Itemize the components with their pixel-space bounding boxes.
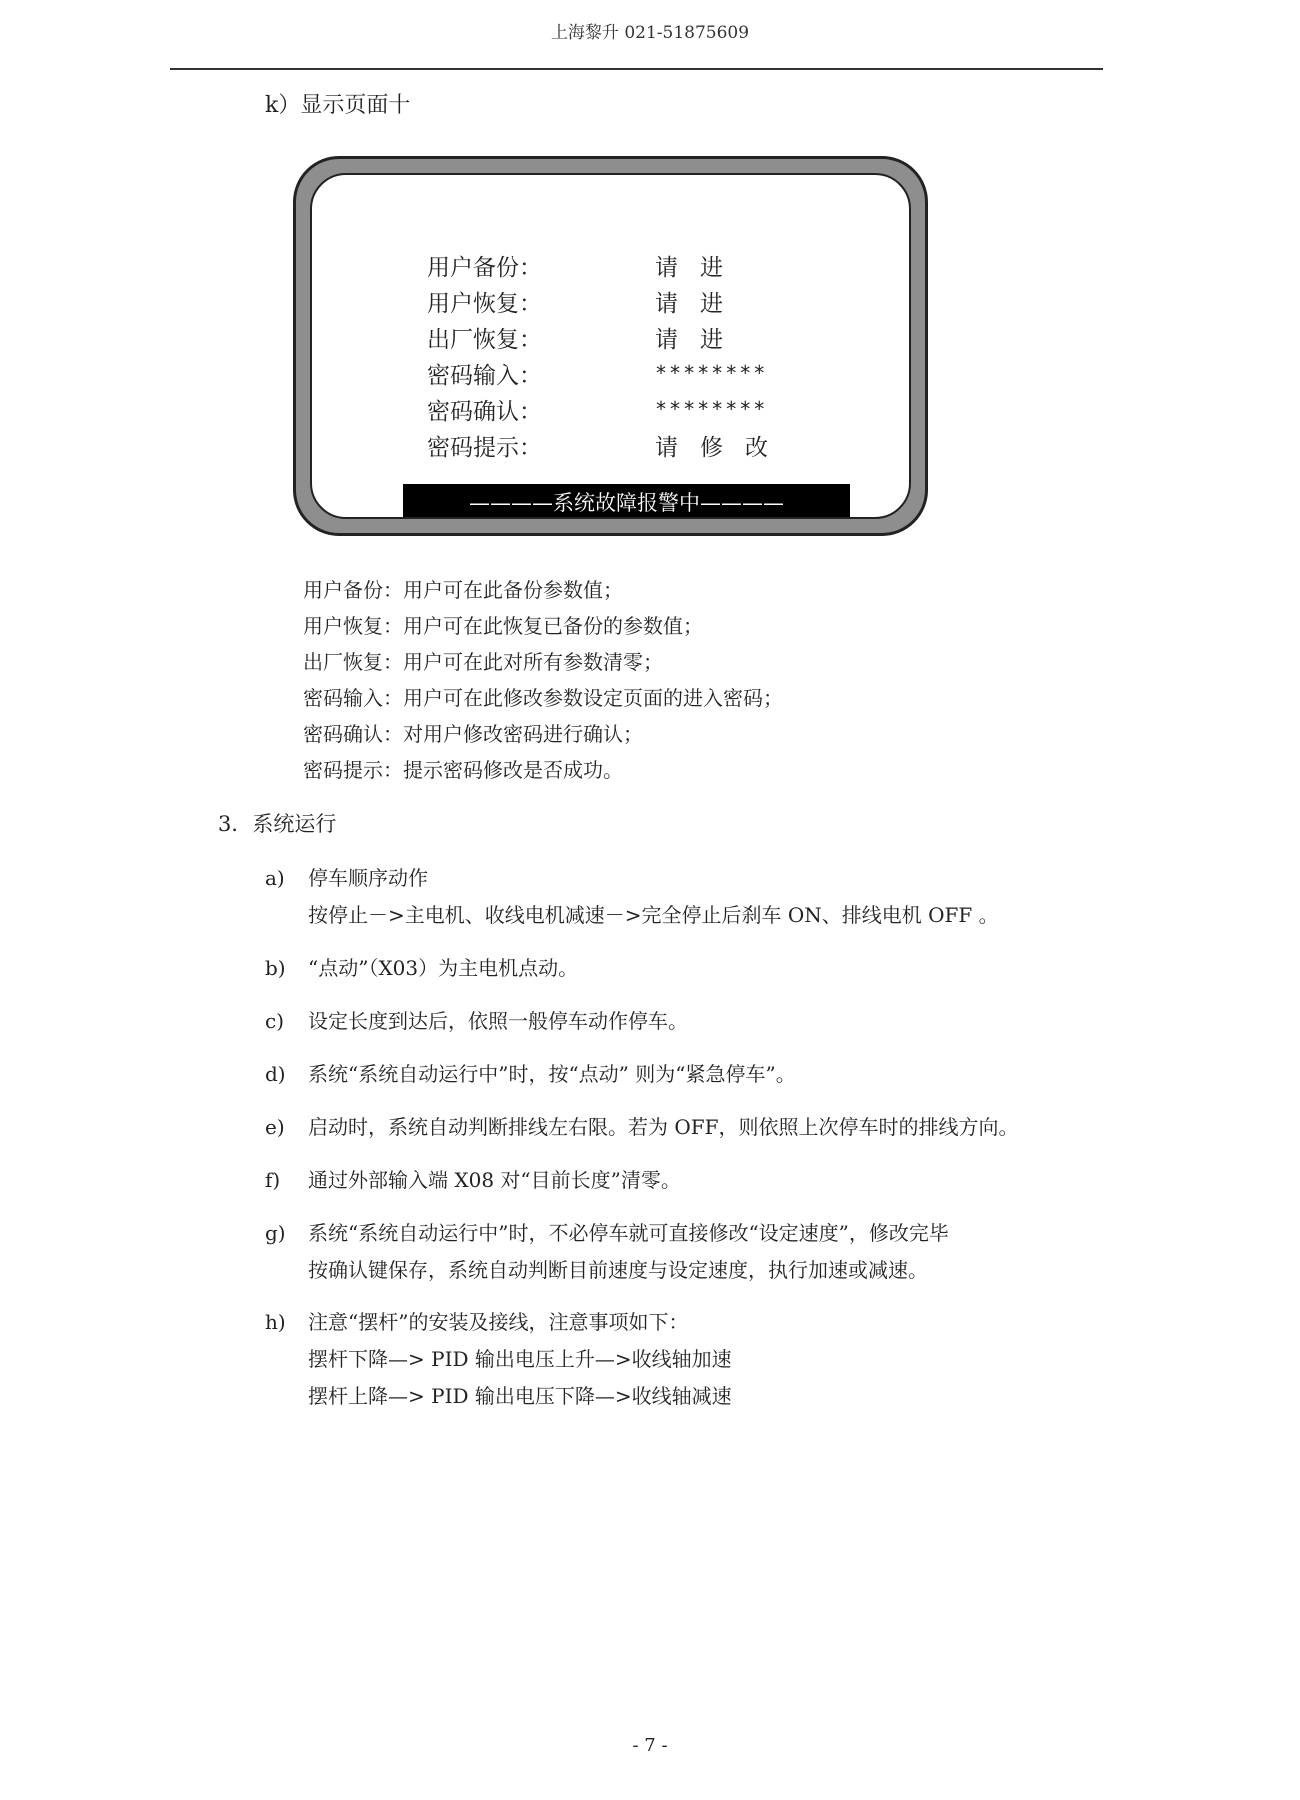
item-marker: f) bbox=[265, 1168, 281, 1192]
list-item-c bbox=[265, 1005, 688, 1034]
lcd-value: 请进 bbox=[655, 326, 745, 353]
lcd-label: 用户恢复： bbox=[427, 290, 542, 317]
item-text: 启动时，系统自动判断排线左右限。若为 OFF，则依照上次停车时的排线方向。 bbox=[308, 1115, 1019, 1139]
list-item-a bbox=[265, 862, 999, 928]
list-item-d bbox=[265, 1058, 796, 1087]
list-item-e bbox=[265, 1111, 1019, 1140]
item-marker: a) bbox=[265, 866, 285, 890]
list-item-h bbox=[265, 1306, 732, 1409]
lcd-screen bbox=[310, 173, 911, 519]
item-text: 系统“系统自动运行中”时，按“点动” 则为“紧急停车”。 bbox=[308, 1062, 796, 1086]
item-continuation: 摆杆上降—> PID 输出电压下降—>收线轴减速 bbox=[308, 1384, 732, 1408]
item-marker: d) bbox=[265, 1062, 286, 1086]
lcd-value: 请进 bbox=[655, 254, 745, 281]
lcd-label: 密码输入： bbox=[427, 362, 542, 389]
lcd-menu bbox=[427, 247, 827, 463]
lcd-value: 请进 bbox=[655, 290, 745, 317]
item-text: 注意“摆杆”的安装及接线，注意事项如下： bbox=[308, 1310, 689, 1334]
desc-line: 密码提示：提示密码修改是否成功。 bbox=[303, 758, 623, 782]
item-text: “点动”（X03）为主电机点动。 bbox=[308, 956, 579, 980]
item-text: 系统“系统自动运行中”时，不必停车就可直接修改“设定速度”，修改完毕 bbox=[308, 1221, 949, 1245]
lcd-label: 出厂恢复： bbox=[427, 326, 542, 353]
item-text: 通过外部输入端 X08 对“目前长度”清零。 bbox=[308, 1168, 681, 1192]
item-continuation: 按确认键保存，系统自动判断目前速度与设定速度，执行加速或减速。 bbox=[308, 1258, 928, 1282]
lcd-alarm-banner: ————系统故障报警中———— bbox=[403, 484, 850, 519]
lcd-row-password-hint bbox=[427, 427, 827, 463]
desc-line: 密码输入：用户可在此修改参数设定页面的进入密码； bbox=[303, 686, 783, 710]
item-continuation: 摆杆下降—> PID 输出电压上升—>收线轴加速 bbox=[308, 1347, 732, 1371]
desc-line: 密码确认：对用户修改密码进行确认； bbox=[303, 722, 643, 746]
lcd-row-password-input bbox=[427, 355, 827, 391]
item-marker: c) bbox=[265, 1009, 285, 1033]
lcd-label: 用户备份： bbox=[427, 254, 542, 281]
section-title-k: k）显示页面十 bbox=[265, 93, 411, 118]
desc-line: 出厂恢复：用户可在此对所有参数清零； bbox=[303, 650, 663, 674]
list-item-f bbox=[265, 1164, 681, 1193]
lcd-label: 密码确认： bbox=[427, 398, 542, 425]
header-rule bbox=[170, 68, 1103, 70]
lcd-value: ******** bbox=[655, 397, 768, 421]
item-marker: g) bbox=[265, 1221, 286, 1245]
desc-line: 用户恢复：用户可在此恢复已备份的参数值； bbox=[303, 614, 703, 638]
lcd-label: 密码提示： bbox=[427, 434, 542, 461]
section-title-3: 3．系统运行 bbox=[218, 812, 337, 836]
item-marker: b) bbox=[265, 956, 286, 980]
lcd-row-password-confirm bbox=[427, 391, 827, 427]
desc-line: 用户备份：用户可在此备份参数值； bbox=[303, 578, 623, 602]
item-marker: e) bbox=[265, 1115, 285, 1139]
item-continuation: 按停止－>主电机、收线电机减速－>完全停止后刹车 ON、排线电机 OFF 。 bbox=[308, 903, 999, 927]
lcd-row-user-restore bbox=[427, 283, 827, 319]
lcd-value: 请修改 bbox=[655, 434, 790, 461]
item-text: 停车顺序动作 bbox=[308, 866, 428, 890]
page-header: 上海黎升 021-51875609 bbox=[550, 23, 750, 43]
list-item-b bbox=[265, 952, 578, 981]
lcd-value: ******** bbox=[655, 361, 768, 385]
field-descriptions bbox=[303, 572, 783, 788]
list-item-g bbox=[265, 1217, 949, 1283]
lcd-row-factory-restore bbox=[427, 319, 827, 355]
lcd-display-frame bbox=[293, 156, 928, 536]
item-text: 设定长度到达后，依照一般停车动作停车。 bbox=[308, 1009, 688, 1033]
page-number: - 7 - bbox=[632, 1735, 668, 1756]
lcd-row-user-backup bbox=[427, 247, 827, 283]
item-marker: h) bbox=[265, 1310, 286, 1334]
